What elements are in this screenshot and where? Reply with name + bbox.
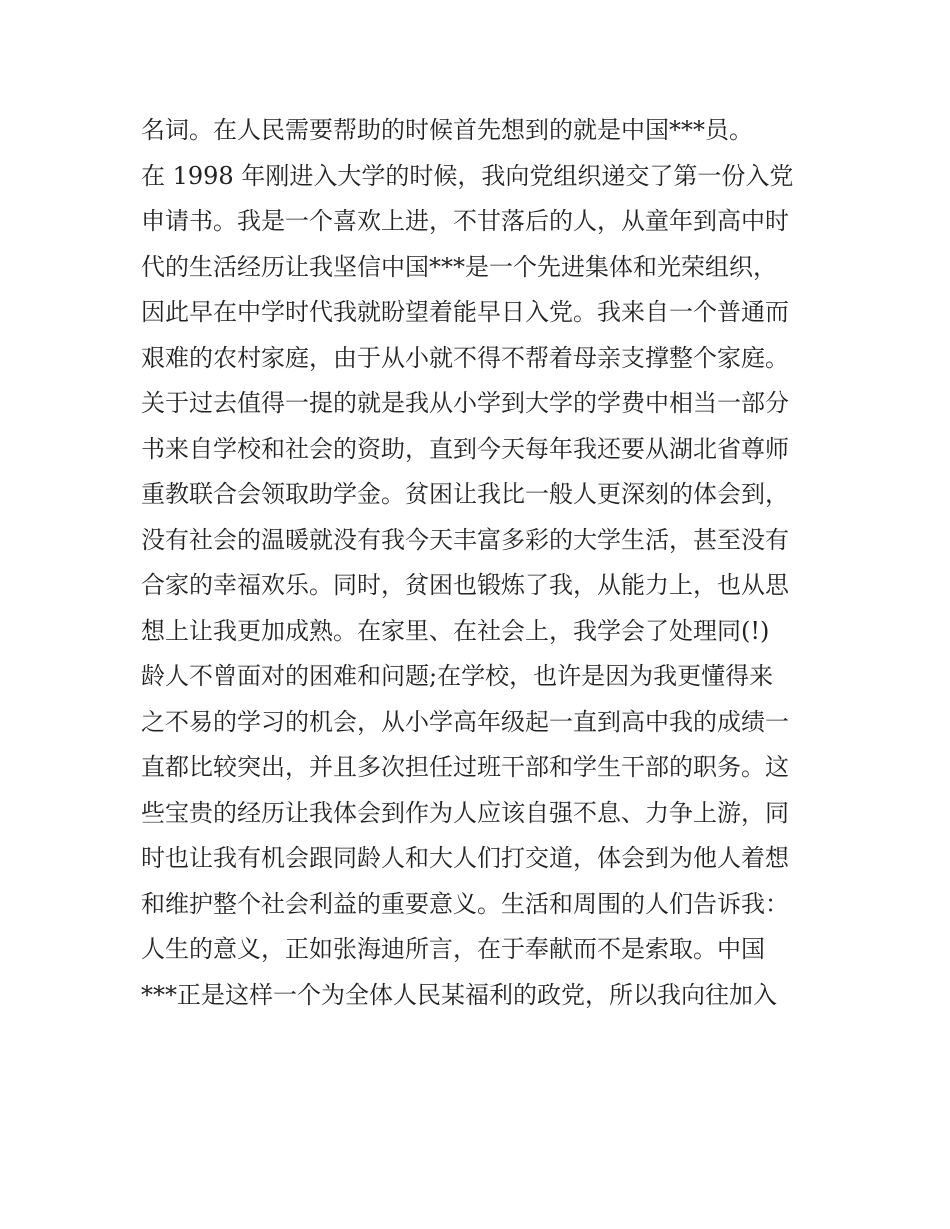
text-line: 没有社会的温暖就没有我今天丰富多彩的大学生活，甚至没有 — [141, 525, 789, 554]
text-line: 因此早在中学时代我就盼望着能早日入党。我来自一个普通而 — [141, 298, 789, 326]
text-line: 重教联合会领取助学金。贫困让我比一般人更深刻的体会到， — [141, 480, 789, 508]
body-text — [141, 108, 821, 1018]
text-line: 在 1998 年刚进入大学的时候，我向党组织递交了第一份入党 — [141, 161, 794, 190]
text-line: 想上让我更加成熟。在家里、在社会上，我学会了处理同(!) — [141, 616, 770, 645]
text-line: ***正是这样一个为全体人民某福利的政党，所以我向往加入 — [141, 980, 777, 1009]
text-line: 之不易的学习的机会，从小学高年级起一直到高中我的成绩一 — [141, 707, 789, 736]
text-line: 关于过去值得一提的就是我从小学到大学的学费中相当一部分 — [141, 389, 789, 417]
text-line: 和维护整个社会利益的重要意义。生活和周围的人们告诉我： — [141, 889, 789, 918]
text-line: 人生的意义，正如张海迪所言，在于奉献而不是索取。中国 — [141, 935, 765, 963]
text-line: 申请书。我是一个喜欢上进，不甘落后的人，从童年到高中时 — [141, 207, 789, 235]
text-line: 合家的幸福欢乐。同时，贫困也锻炼了我，从能力上，也从思 — [141, 571, 789, 599]
text-line: 名词。在人民需要帮助的时候首先想到的就是中国***员。 — [141, 116, 753, 144]
text-line: 艰难的农村家庭，由于从小就不得不帮着母亲支撑整个家庭。 — [141, 343, 789, 372]
text-line: 些宝贵的经历让我体会到作为人应该自强不息、力争上游，同 — [141, 798, 789, 827]
text-line: 代的生活经历让我坚信中国***是一个先进集体和光荣组织， — [141, 252, 777, 281]
text-line: 书来自学校和社会的资助，直到今天每年我还要从湖北省尊师 — [141, 434, 789, 463]
text-line: 时也让我有机会跟同龄人和大人们打交道，体会到为他人着想 — [141, 844, 789, 872]
text-line: 直都比较突出，并且多次担任过班干部和学生干部的职务。这 — [141, 753, 789, 781]
text-line: 龄人不曾面对的困难和问题;在学校，也许是因为我更懂得来 — [141, 662, 774, 690]
